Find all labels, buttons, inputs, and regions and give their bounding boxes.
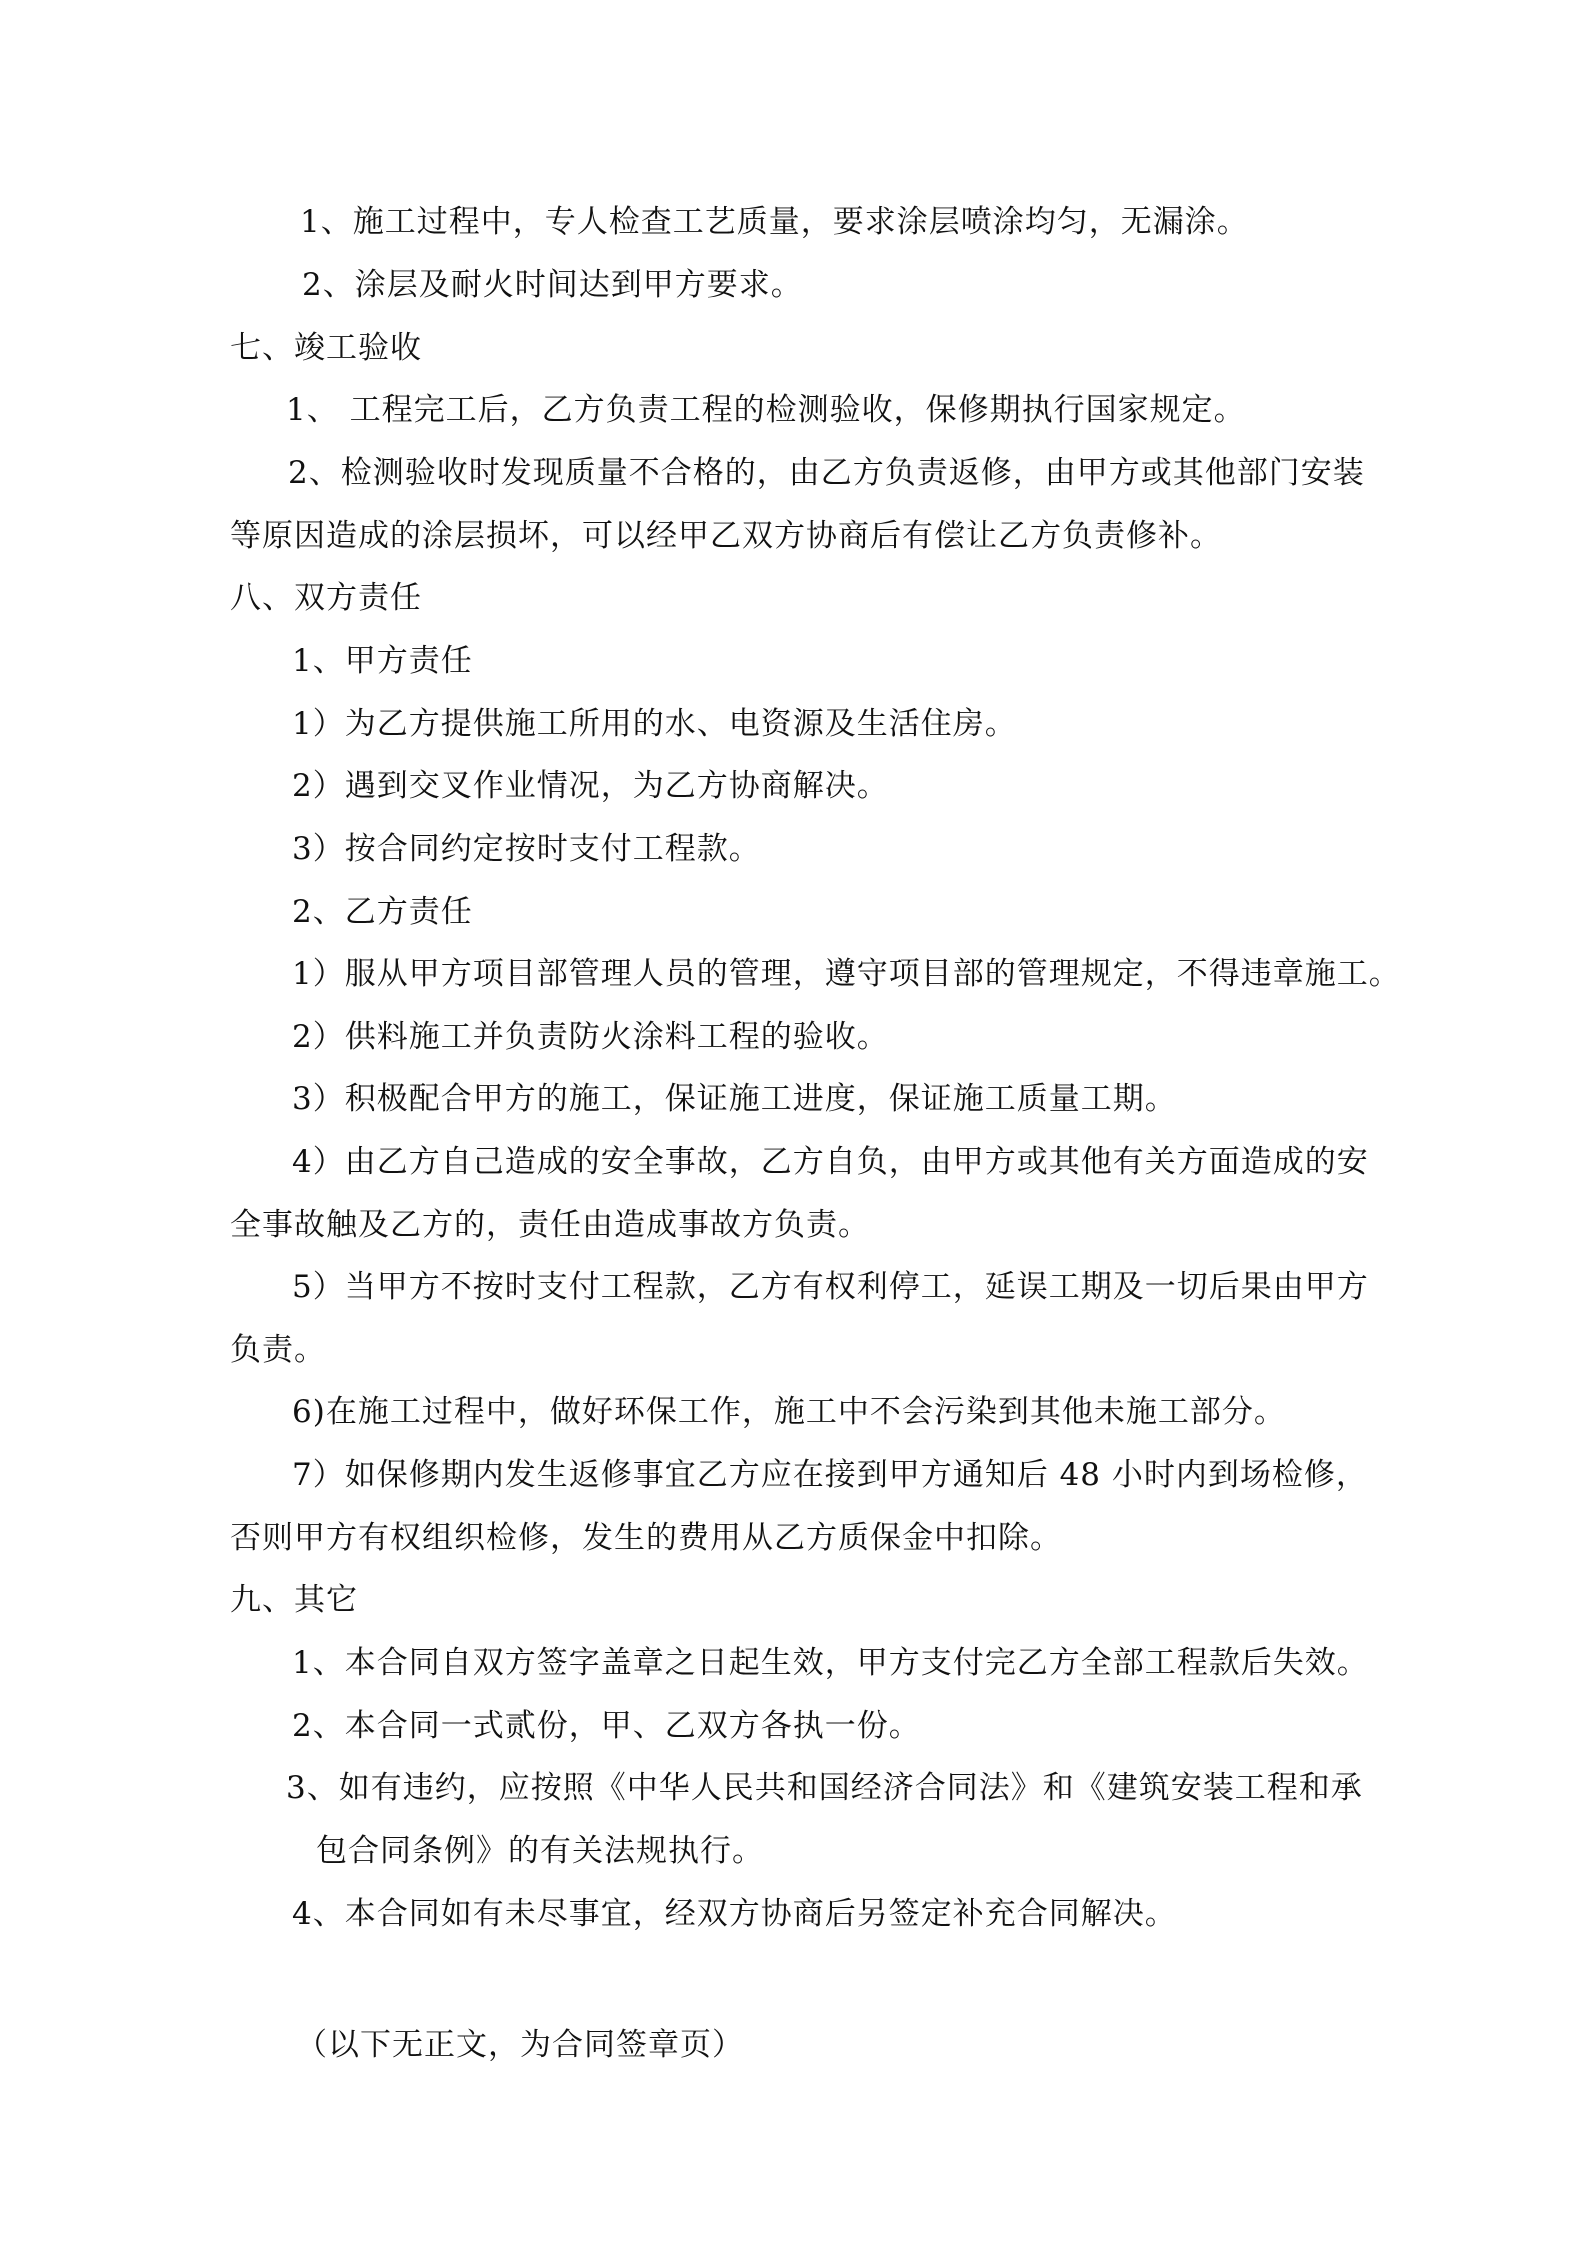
clause-9-item-1: 1、本合同自双方签字盖章之日起生效，甲方支付完乙方全部工程款后失效。 (292, 1645, 1369, 1681)
clause-9-item-3: 3、如有违约，应按照《中华人民共和国经济合同法》和《建筑安装工程和承 (286, 1770, 1363, 1806)
party-b-item-6: 6)在施工过程中，做好环保工作，施工中不会污染到其他未施工部分。 (292, 1394, 1286, 1430)
party-b-heading: 2、乙方责任 (292, 894, 473, 930)
party-b-item-5-cont: 负责。 (230, 1332, 326, 1368)
party-a-heading: 1、甲方责任 (292, 643, 473, 679)
party-b-item-5: 5）当甲方不按时支付工程款，乙方有权利停工，延误工期及一切后果由甲方 (292, 1269, 1369, 1305)
party-a-item-3: 3）按合同约定按时支付工程款。 (292, 831, 761, 867)
party-b-item-2: 2）供料施工并负责防火涂料工程的验收。 (292, 1019, 889, 1055)
clause-7-item-1: 1、 工程完工后，乙方负责工程的检测验收，保修期执行国家规定。 (286, 392, 1246, 428)
party-b-item-7-cont: 否则甲方有权组织检修，发生的费用从乙方质保金中扣除。 (230, 1520, 1062, 1556)
clause-6-item-2: 2、涂层及耐火时间达到甲方要求。 (302, 267, 803, 303)
clause-9-item-2: 2、本合同一式贰份，甲、乙双方各执一份。 (292, 1708, 921, 1744)
party-b-item-4-cont: 全事故触及乙方的，责任由造成事故方负责。 (230, 1207, 870, 1243)
party-b-item-3: 3）积极配合甲方的施工，保证施工进度，保证施工质量工期。 (292, 1081, 1177, 1117)
section-heading-9: 九、其它 (230, 1582, 358, 1618)
party-b-item-1: 1）服从甲方项目部管理人员的管理，遵守项目部的管理规定，不得违章施工。 (292, 956, 1401, 992)
clause-9-item-4: 4、本合同如有未尽事宜，经双方协商后另签定补充合同解决。 (292, 1896, 1177, 1932)
party-b-item-4: 4）由乙方自己造成的安全事故，乙方自负，由甲方或其他有关方面造成的安 (292, 1144, 1369, 1180)
party-b-item-7: 7）如保修期内发生返修事宜乙方应在接到甲方通知后 48 小时内到场检修， (292, 1457, 1368, 1493)
clause-7-item-2-cont: 等原因造成的涂层损坏，可以经甲乙双方协商后有偿让乙方负责修补。 (230, 518, 1222, 554)
party-a-item-1: 1）为乙方提供施工所用的水、电资源及生活住房。 (292, 706, 1017, 742)
end-of-text-note: （以下无正文，为合同签章页） (296, 2027, 744, 2063)
party-a-item-2: 2）遇到交叉作业情况，为乙方协商解决。 (292, 768, 889, 804)
section-heading-8: 八、双方责任 (230, 580, 422, 616)
section-heading-7: 七、竣工验收 (230, 330, 422, 366)
clause-7-item-2: 2、检测验收时发现质量不合格的，由乙方负责返修，由甲方或其他部门安装 (288, 455, 1365, 491)
clause-9-item-3-cont: 包合同条例》的有关法规执行。 (316, 1833, 764, 1869)
clause-6-item-1: 1、施工过程中，专人检查工艺质量，要求涂层喷涂均匀，无漏涂。 (300, 204, 1249, 240)
